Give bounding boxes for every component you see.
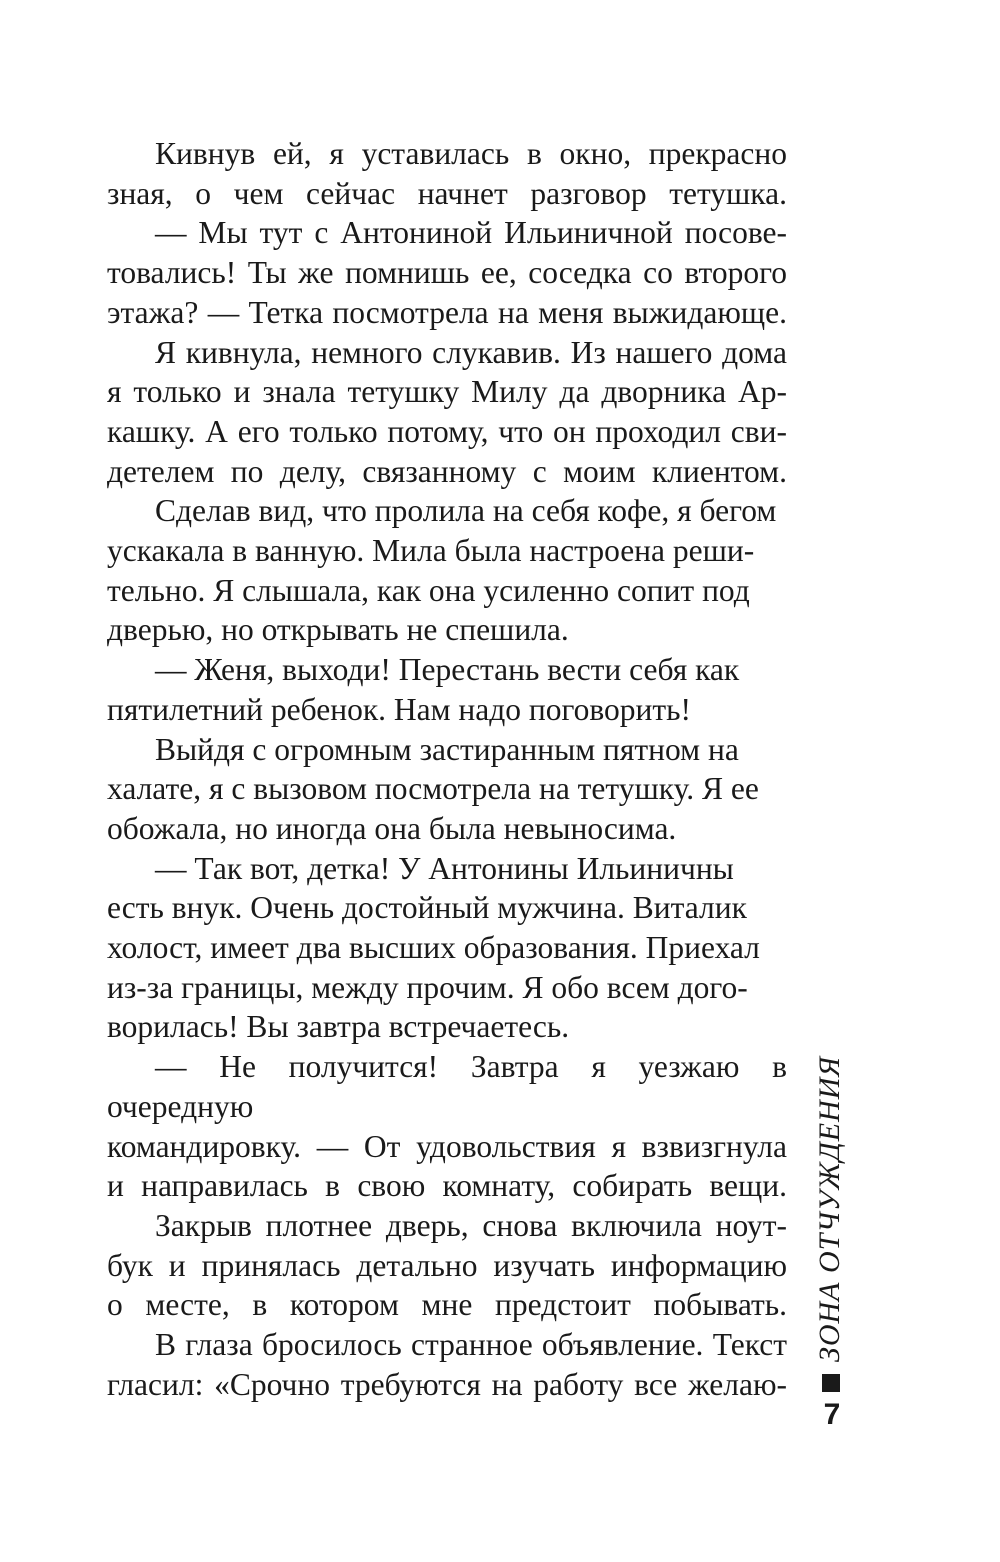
line: и направилась в свою комнату, собирать вещи. (107, 1168, 787, 1204)
line: дверью, но открывать не спешила. (107, 612, 569, 648)
line: есть внук. Очень достойный мужчина. Виталик (107, 890, 747, 926)
square-marker-icon (822, 1374, 840, 1392)
line: ворилась! Вы завтра встречаетесь. (107, 1009, 570, 1045)
line: — Мы тут с Антониной Ильиничной посове- (155, 215, 787, 251)
line: командировку. — От удовольствия я взвизгнула (107, 1128, 787, 1164)
paragraph-2 (107, 213, 787, 332)
line: Выйдя с огромным застиранным пятном на (155, 731, 739, 767)
line: этажа? — Тетка посмотрела на меня выжидающе. (107, 294, 787, 330)
paragraph-9 (107, 1206, 787, 1325)
line: я только и знала тетушку Милу да дворника Ар- (107, 374, 787, 410)
line: обожала, но иногда она была невыносима. (107, 810, 677, 846)
line: детелем по делу, связанному с моим клиентом. (107, 453, 787, 489)
line: Закрыв плотнее дверь, снова включила ноут- (155, 1207, 787, 1243)
line: зная, о чем сейчас начнет разговор тетушка. (107, 175, 787, 211)
line: Кивнув ей, я уставилась в окно, прекрасно (155, 136, 787, 171)
line: товались! Ты же помнишь ее, соседка со второго (107, 255, 787, 291)
page-number: 7 (823, 1398, 841, 1431)
paragraph-10 (107, 1325, 787, 1404)
line: из-за границы, между прочим. Я обо всем дого- (107, 969, 748, 1005)
line: холост, имеет два высших образования. Приехал (107, 930, 760, 966)
line: — Так вот, детка! У Антонины Ильиничны (155, 850, 734, 886)
line: гласил: «Срочно требуются на работу все желаю- (107, 1366, 787, 1402)
line: — Женя, выходи! Перестань вести себя как (155, 652, 740, 688)
line: пятилетний ребенок. Нам надо поговорить! (107, 691, 692, 727)
running-title: ЗОНА ОТЧУЖДЕНИЯ (813, 1055, 846, 1362)
line: кашку. А его только потому, что он проходил сви- (107, 413, 787, 449)
line: Сделав вид, что пролила на себя кофе, я бегом (155, 493, 777, 529)
paragraph-1 (107, 134, 787, 213)
line: В глаза бросилось странное объявление. Текст (155, 1327, 787, 1363)
line: о месте, в котором мне предстоит побывать. (107, 1287, 787, 1323)
line: тельно. Я слышала, как она усиленно сопит под (107, 572, 750, 608)
body-text (107, 134, 787, 1405)
line: бук и принялась детально изучать информацию (107, 1247, 787, 1283)
line: ускакала в ванную. Мила была настроена реши- (107, 533, 755, 569)
line: — Не получится! Завтра я уезжаю в очередную (107, 1049, 787, 1124)
paragraph-3 (107, 333, 787, 492)
paragraph-7 (107, 849, 787, 1048)
paragraph-5 (107, 650, 787, 729)
line: Я кивнула, немного слукавив. Из нашего дома (155, 334, 787, 370)
paragraph-6 (107, 730, 787, 849)
paragraph-8 (107, 1047, 787, 1206)
paragraph-4 (107, 491, 787, 650)
line: халате, я с вызовом посмотрела на тетушку. Я ее (107, 771, 759, 807)
